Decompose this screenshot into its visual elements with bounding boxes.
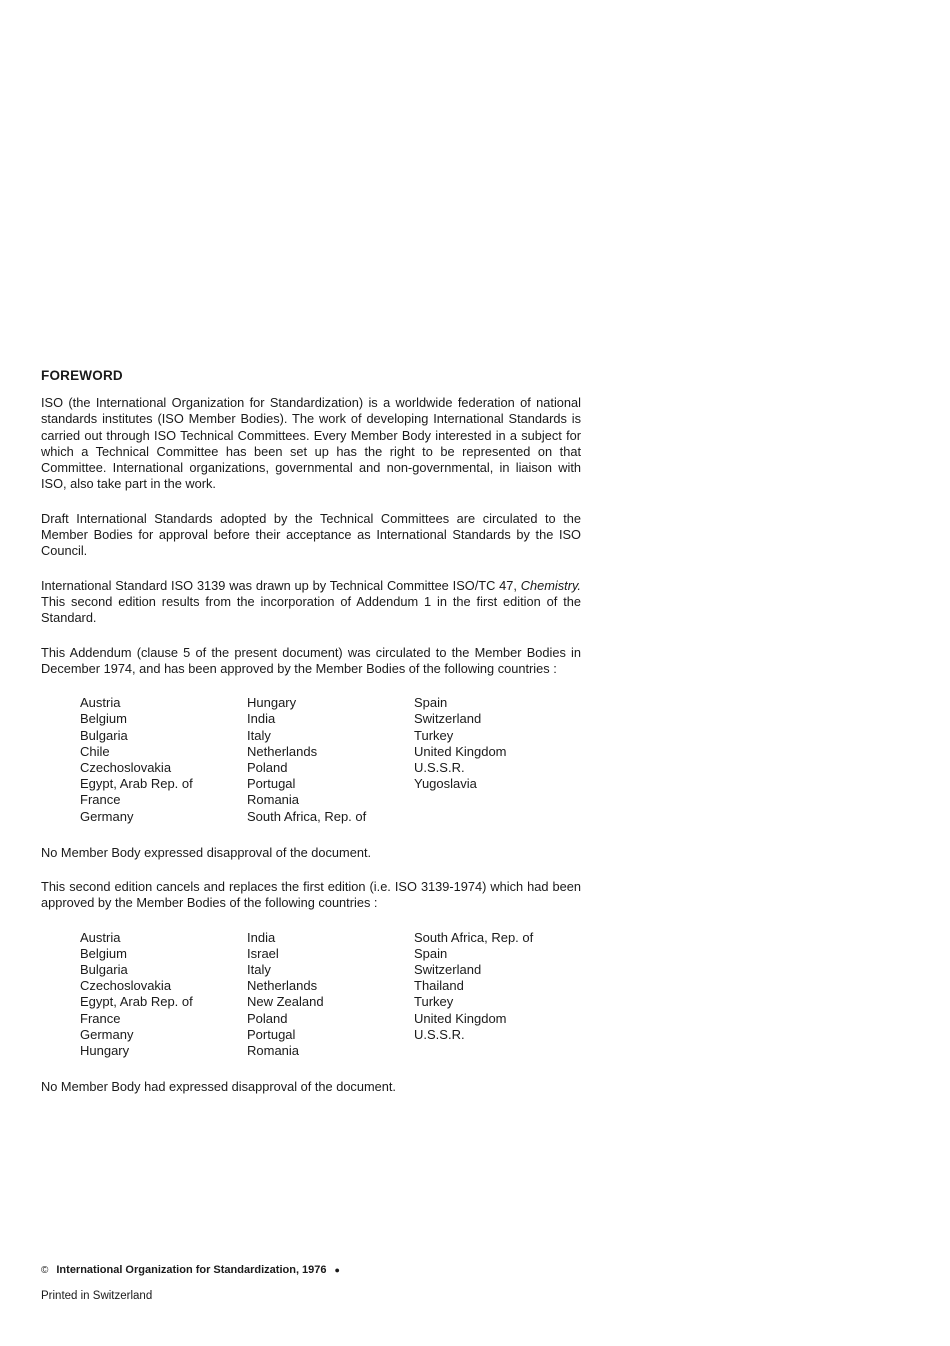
paragraph-addendum: This Addendum (clause 5 of the present document) was circulated to the Member Bodies in December 1974, and has been approved by the Member Bodies of the following countries :	[41, 644, 581, 676]
paragraph-no-disapproval: No Member Body expressed disapproval of the document.	[41, 844, 372, 860]
footer	[41, 1264, 340, 1302]
country-name: Yugoslavia	[414, 776, 477, 792]
country-name: Turkey	[414, 994, 454, 1010]
country-name: U.S.S.R.	[414, 1026, 465, 1042]
country-name: Belgium	[80, 711, 127, 727]
country-name: Belgium	[80, 945, 127, 961]
country-name: Italy	[247, 962, 271, 978]
country-name: Hungary	[247, 695, 297, 711]
country-name: France	[80, 792, 121, 808]
country-column	[414, 930, 581, 1060]
country-name: Egypt, Arab Rep. of	[80, 776, 193, 792]
country-name: Czechoslovakia	[80, 978, 172, 994]
country-name: Israel	[247, 945, 279, 961]
paragraph-draft-standards: Draft International Standards adopted by the Technical Committees are circulated to the Member Bodies for approval before their acceptance as International Standards by the ISO Council.	[41, 510, 581, 559]
country-name: New Zealand	[247, 994, 324, 1010]
country-name: South Africa, Rep. of	[414, 929, 534, 945]
paragraph-second-edition: This second edition cancels and replaces the first edition (i.e. ISO 3139-1974) which had been approved by the Member Bodies of the following countries :	[41, 879, 581, 911]
copyright-text: International Organization for Standardization, 1976	[56, 1264, 327, 1276]
country-name: Netherlands	[247, 743, 318, 759]
foreword-heading: FOREWORD	[41, 368, 123, 383]
paragraph-standard-origin-b: This second edition results from the incorporation of Addendum 1 in the first edition of the Standard.	[41, 593, 581, 626]
country-name: Portugal	[247, 776, 296, 792]
country-name: India	[247, 711, 276, 727]
country-name: France	[80, 1010, 121, 1026]
country-name: Bulgaria	[80, 962, 128, 978]
country-name: Hungary	[80, 1043, 130, 1059]
country-column	[80, 930, 247, 1060]
country-name: India	[247, 929, 276, 945]
country-column	[247, 930, 414, 1060]
copyright-icon: ©	[41, 1264, 49, 1276]
country-name: Turkey	[414, 727, 454, 743]
country-name: Thailand	[414, 978, 464, 994]
country-name: Poland	[247, 759, 288, 775]
country-name: Austria	[80, 929, 121, 945]
country-name: United Kingdom	[414, 743, 507, 759]
paragraph-iso-intro: ISO (the International Organization for Standardization) is a worldwide federation of national standards institutes (ISO Member Bodies). The work of developing International Standards is carried out through ISO Technical Committees. Every Member Body interested in a subject for which a Technical Committee has been set up has the right to be represented on that Committee. International organizations, governmental and non-governmental, in liaison with ISO, also take part in the work.	[41, 395, 581, 492]
country-column	[414, 695, 581, 825]
paragraph-no-disapproval-first: No Member Body had expressed disapproval of the document.	[41, 1079, 396, 1095]
country-name: Switzerland	[414, 962, 482, 978]
country-name: Netherlands	[247, 978, 318, 994]
country-name: Italy	[247, 727, 271, 743]
country-name: Germany	[80, 808, 134, 824]
paragraph-standard-origin	[41, 578, 581, 627]
country-name: Austria	[80, 695, 121, 711]
country-name: Czechoslovakia	[80, 759, 172, 775]
country-column	[80, 695, 247, 825]
country-name: Chile	[80, 743, 110, 759]
country-name: U.S.S.R.	[414, 759, 465, 775]
country-column	[247, 695, 414, 825]
country-name: Bulgaria	[80, 727, 128, 743]
committee-name: Chemistry.	[520, 577, 581, 593]
foreword-section	[41, 368, 581, 1114]
country-name: Spain	[414, 695, 448, 711]
country-name: Egypt, Arab Rep. of	[80, 994, 193, 1010]
paragraph-standard-origin-a: International Standard ISO 3139 was drawn up by Technical Committee ISO/TC 47,	[41, 577, 517, 593]
country-list-addendum	[80, 695, 581, 825]
bullet-icon: ●	[334, 1265, 340, 1275]
country-name: Romania	[247, 792, 300, 808]
printed-in: Printed in Switzerland	[41, 1290, 153, 1302]
country-name: Spain	[414, 945, 448, 961]
country-name: Portugal	[247, 1026, 296, 1042]
country-name: Switzerland	[414, 711, 482, 727]
copyright-line	[41, 1264, 340, 1276]
country-name: United Kingdom	[414, 1010, 507, 1026]
country-name: Romania	[247, 1043, 300, 1059]
country-list-first-edition	[80, 930, 581, 1060]
country-name: Germany	[80, 1026, 134, 1042]
country-name: Poland	[247, 1010, 288, 1026]
country-name: South Africa, Rep. of	[247, 808, 367, 824]
